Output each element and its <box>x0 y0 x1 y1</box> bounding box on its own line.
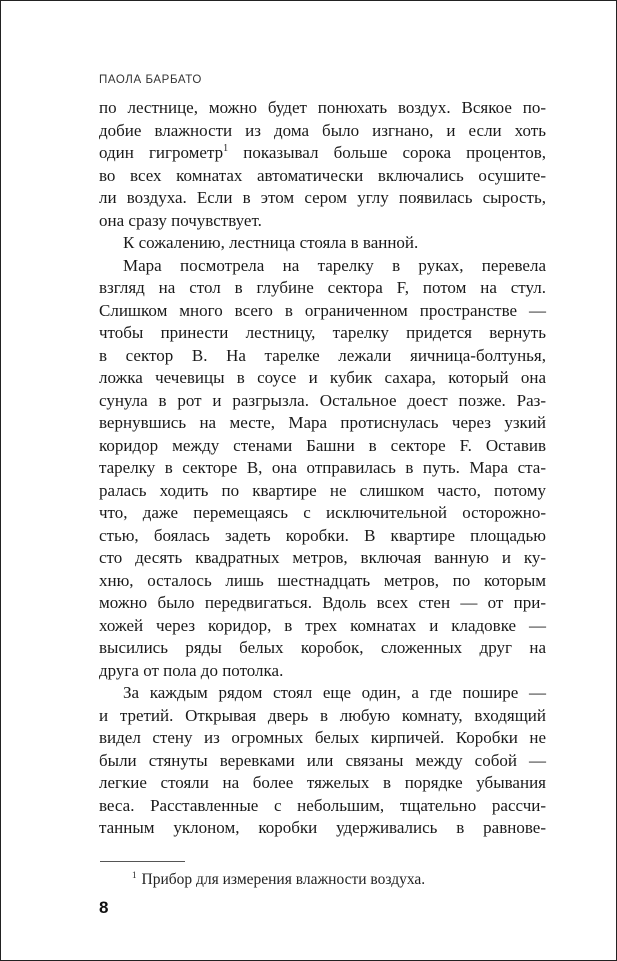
text-line: по лестнице, можно будет понюхать воздух. Всякое по- <box>99 98 546 117</box>
text-line: Мара посмотрела на тарелку в руках, перевела <box>123 255 546 275</box>
text-line <box>99 142 546 165</box>
text-line: тарелку в секторе B, она отправилась в путь. Мара ста- <box>99 458 546 477</box>
text-line: сто десять квадратных метров, включая ванную и ку- <box>99 548 546 567</box>
text-line: ралась ходить по квартире не слишком часто, потому <box>99 480 546 500</box>
running-header: ПАОЛА БАРБАТО <box>99 74 202 86</box>
text-line: легкие стояли на более тяжелых в порядке убывания <box>99 773 546 792</box>
text-line: были стянуты веревками или связаны между собой — <box>99 750 546 770</box>
text-line: веса. Расставленные с небольшим, тщательно рассчи- <box>99 795 546 815</box>
text-line: во всех комнатах автоматически включались осушите- <box>99 165 546 185</box>
footnote-text: Прибор для измерения влажности воздуха. <box>141 871 426 888</box>
text-line: танным уклоном, коробки удерживались в равнове- <box>99 818 546 837</box>
text-line: друга от пола до потолка. <box>99 660 284 680</box>
body-text <box>99 97 546 840</box>
text-line: сунула в рот и разгрызла. Остальное доест позже. Раз- <box>99 390 546 410</box>
text-line: чтобы принести лестницу, тарелку придется вернуть <box>99 323 546 342</box>
text-line: Слишком много всего в ограниченном пространстве — <box>99 300 546 320</box>
text-fragment: показывал больше сорока процентов, <box>228 143 546 162</box>
text-line: она сразу почувствует. <box>99 210 262 230</box>
text-line: взгляд на стол в глубине сектора F, потом на стул. <box>99 278 546 297</box>
text-fragment: один гигрометр <box>99 143 224 162</box>
text-line: добие влажности из дома было изгнано, и если хоть <box>99 120 546 140</box>
text-line: хню, осталось лишь шестнадцать метров, по которым <box>99 570 546 590</box>
text-line: ли воздуха. Если в этом сером углу появилась сырость, <box>99 188 546 207</box>
footnote <box>132 870 425 890</box>
text-line: коридор между стенами Башни в секторе F. Оставив <box>99 435 546 455</box>
text-line: высились ряды белых коробок, сложенных друг на <box>99 638 546 657</box>
footnote-divider <box>100 861 185 862</box>
text-line: За каждым рядом стоял еще один, а где пошире — <box>123 683 546 702</box>
text-line: хожей через коридор, в трех комнатах и кладовке — <box>99 615 546 635</box>
text-line: вернувшись на месте, Мара протиснулась через узкий <box>99 413 546 432</box>
text-line: и третий. Открывая дверь в любую комнату, входящий <box>99 705 546 725</box>
text-line: видел стену из огромных белых кирпичей. Коробки не <box>99 728 546 747</box>
text-line: ложка чечевицы в соусе и кубик сахара, который она <box>99 368 546 387</box>
text-line: К сожалению, лестница стояла в ванной. <box>123 233 419 252</box>
text-line: стью, боялась задеть коробки. В квартире площадью <box>99 525 546 545</box>
text-line: что, даже перемещаясь с исключительной осторожно- <box>99 503 546 522</box>
text-line: в сектор B. На тарелке лежали яичница-болтунья, <box>99 345 546 365</box>
text-line: можно было передвигаться. Вдоль всех стен — от при- <box>99 593 546 612</box>
page-number: 8 <box>99 898 109 917</box>
footnote-marker: 1 <box>132 870 137 880</box>
footnote-ref: 1 <box>223 143 229 154</box>
